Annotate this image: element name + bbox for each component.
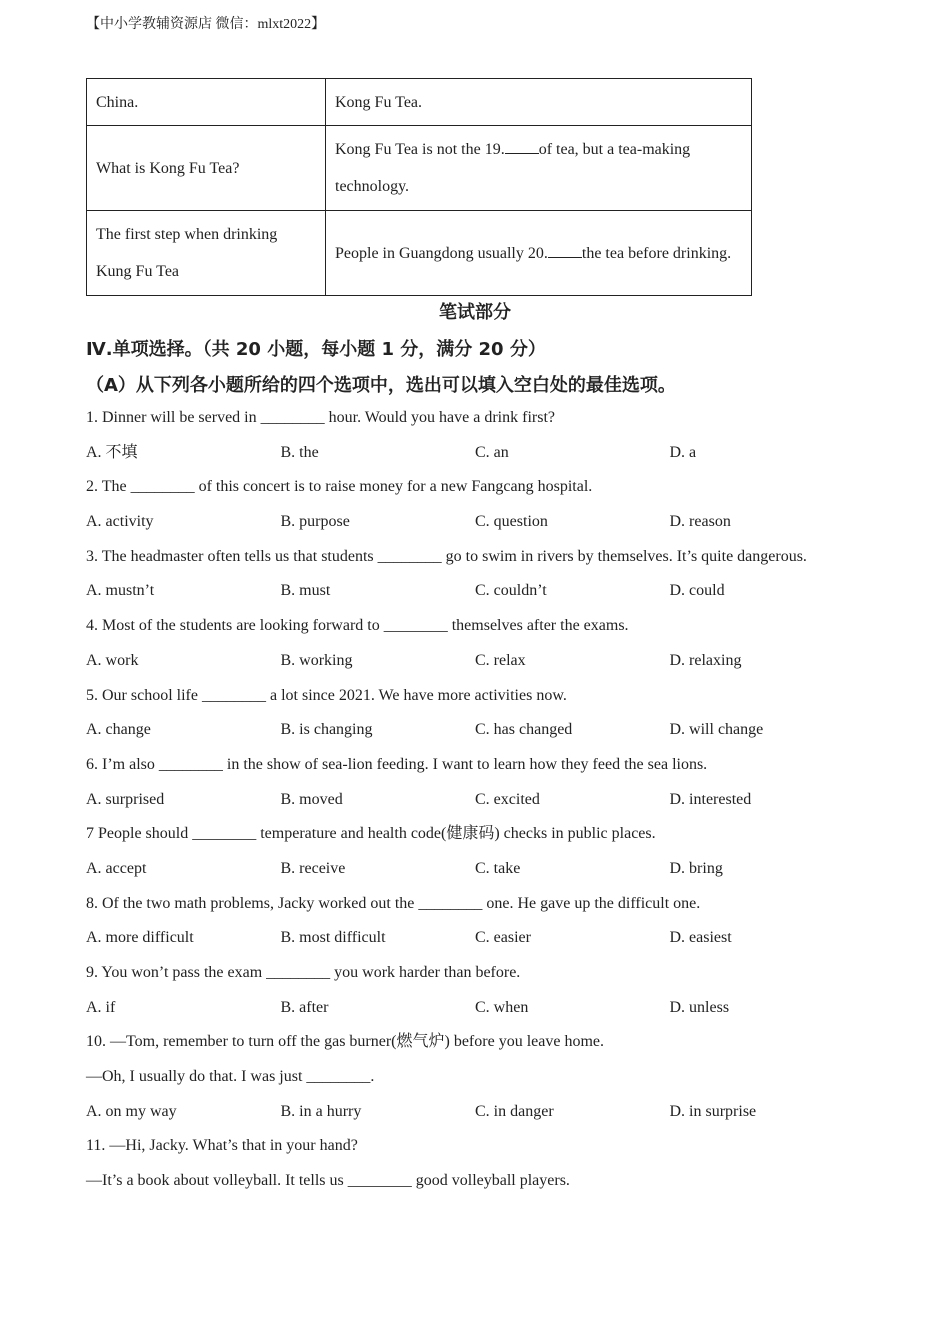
answer-blank-20 [548, 242, 582, 258]
answer-option: B. most difficult [280, 929, 386, 947]
table-cell [326, 126, 752, 211]
table-row [87, 79, 752, 126]
question-stem: 8. Of the two math problems, Jacky worked out the ________ one. He gave up the difficult one. [86, 894, 701, 912]
question-stem: 7 People should ________ temperature and health code(健康码) checks in public places. [86, 825, 656, 843]
answer-option: A. mustn’t [86, 582, 155, 600]
answer-blank-19 [505, 138, 539, 154]
answer-option: A. activity [86, 513, 154, 531]
options-row [86, 1099, 886, 1134]
options-row [86, 440, 886, 475]
answer-option: B. purpose [280, 513, 350, 531]
answer-option: C. couldn’t [475, 582, 547, 600]
cell-text-after-blank: the tea before drinking. [581, 244, 732, 262]
answer-option: D. a [669, 443, 697, 461]
question-stem: 9. You won’t pass the exam ________ you work harder than before. [86, 964, 521, 981]
answer-option: C. question [475, 513, 548, 531]
options-row [86, 717, 886, 752]
answer-option: D. will change [669, 721, 764, 739]
answer-option: A. change [86, 721, 151, 739]
answer-option: B. in a hurry [280, 1102, 362, 1120]
answer-option: D. unless [669, 998, 730, 1016]
answer-option: B. receive [280, 859, 346, 877]
table-cell: Kong Fu Tea. [326, 79, 752, 126]
answer-option: A. on my way [86, 1102, 177, 1120]
answer-option: B. after [280, 998, 329, 1016]
table-cell: What is Kong Fu Tea? [87, 126, 326, 211]
answer-option: C. easier [475, 929, 531, 947]
question-list [86, 405, 886, 1203]
answer-option: A. surprised [86, 790, 165, 808]
table-cell [326, 211, 752, 296]
answer-option: D. bring [669, 859, 723, 877]
cell-text-before-blank: People in Guangdong usually 20. [335, 244, 548, 262]
table-row [87, 126, 752, 211]
answer-option: A. if [86, 998, 116, 1016]
answer-option: C. when [475, 998, 529, 1016]
answer-option: B. the [280, 443, 319, 461]
subsection-heading: （A）从下列各小题所给的四个选项中，选出可以填入空白处的最佳选项。 [86, 375, 676, 396]
options-row [86, 787, 886, 822]
question-stem: 1. Dinner will be served in ________ hour. Would you have a drink first? [86, 409, 555, 426]
question-stem: 4. Most of the students are looking forward to ________ themselves after the exams. [86, 617, 629, 635]
answer-option: C. take [475, 859, 521, 877]
answer-option: C. relax [475, 651, 526, 669]
answer-option: D. in surprise [669, 1102, 757, 1120]
question-stem: 6. I’m also ________ in the show of sea-lion feeding. I want to learn how they feed the sea lions. [86, 755, 708, 773]
question-stem: 3. The headmaster often tells us that students ________ go to swim in rivers by themselves. It’s quite dangerous. [86, 547, 807, 565]
table-cell: The first step when drinking Kung Fu Tea [87, 211, 326, 296]
options-row [86, 509, 886, 544]
question-stem: 5. Our school life ________ a lot since 2021. We have more activities now. [86, 686, 567, 704]
info-table [86, 78, 752, 296]
question-stem: 2. The ________ of this concert is to raise money for a new Fangcang hospital. [86, 478, 593, 496]
options-row [86, 648, 886, 683]
options-row [86, 856, 886, 891]
cell-text-before-blank: Kong Fu Tea is not the 19. [335, 141, 505, 158]
answer-option: D. easiest [669, 929, 732, 947]
question-stem: 10. —Tom, remember to turn off the gas burner(燃气炉) before you leave home. [86, 1033, 604, 1051]
question-stem: —Oh, I usually do that. I was just ________. [86, 1068, 375, 1086]
page-header: 【中小学教辅资源店 微信：mlxt2022】 [86, 17, 326, 32]
answer-option: B. working [280, 651, 353, 669]
options-row [86, 995, 886, 1030]
answer-option: B. must [280, 582, 331, 600]
answer-option: A. accept [86, 859, 147, 877]
answer-option: C. excited [475, 790, 540, 808]
question-stem: 11. —Hi, Jacky. What’s that in your hand? [86, 1137, 358, 1155]
answer-option: A. 不填 [86, 443, 138, 461]
section-heading: Ⅳ.单项选择。（共 20 小题，每小题 1 分，满分 20 分） [86, 339, 546, 360]
options-row [86, 578, 886, 613]
answer-option: D. reason [669, 513, 731, 531]
table-row [87, 211, 752, 296]
table-cell: China. [87, 79, 326, 126]
answer-option: C. an [475, 443, 509, 461]
options-row [86, 925, 886, 960]
answer-option: A. work [86, 651, 139, 669]
answer-option: D. interested [669, 790, 752, 808]
answer-option: D. could [669, 582, 725, 600]
answer-option: B. is changing [280, 721, 373, 739]
answer-option: C. in danger [475, 1102, 554, 1120]
cell-text-after-blank: of tea, but a tea-making technology. [335, 141, 691, 195]
answer-option: A. more difficult [86, 929, 194, 947]
answer-option: C. has changed [475, 721, 573, 739]
answer-option: B. moved [280, 790, 343, 808]
written-section-title: 笔试部分 [439, 302, 511, 323]
answer-option: D. relaxing [669, 651, 742, 669]
question-stem: —It’s a book about volleyball. It tells us ________ good volleyball players. [86, 1172, 570, 1190]
